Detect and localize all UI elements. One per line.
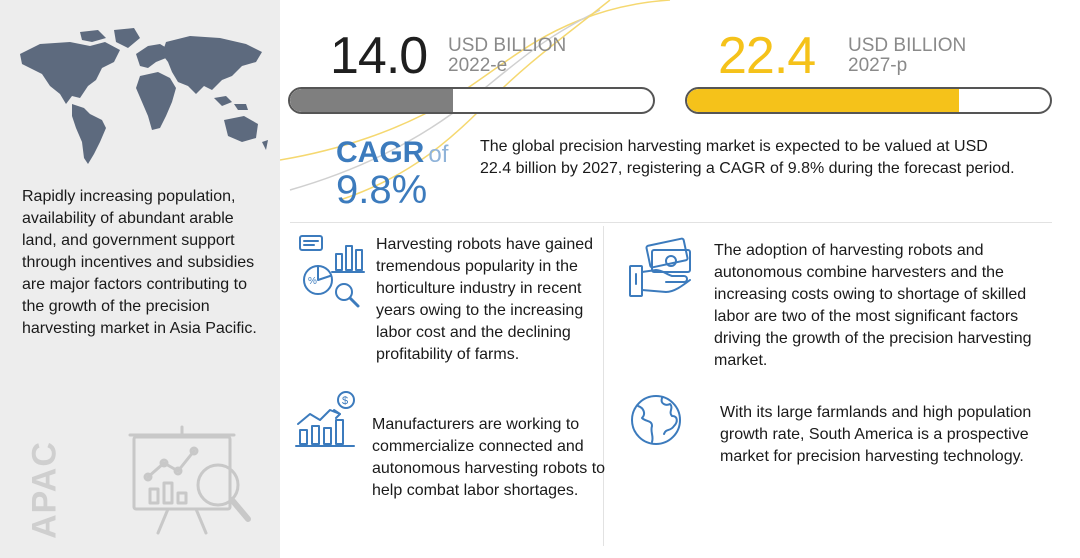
stat-2022-unit-block [448,36,566,76]
apac-label-container [20,441,70,539]
presentation-magnifier-icon [128,423,256,541]
stat-2022-progress-fill [290,89,453,112]
point-3-text: Manufacturers are working to commercialize connected and autonomous harvesting robots to help combat labor shortages. [372,416,606,499]
svg-text:$: $ [342,395,349,407]
horizontal-divider [290,222,1052,223]
svg-text:%: % [308,276,317,287]
apac-label: APAC [25,441,64,539]
stat-2027-progress-fill [687,89,959,112]
stat-2022-year: 2022-e [448,55,508,76]
stat-2022 [330,27,567,85]
growth-chart-icon [294,390,360,450]
globe-icon [628,392,684,448]
cagr-of: of [428,141,449,168]
stat-2027-progress-bar [685,87,1052,114]
analytics-icon [296,232,366,312]
left-panel [0,0,280,558]
apac-description: Rapidly increasing population, availability of abundant arable land, and government support through incentives and subsidies are major factors contributing to the growth of the precision harvesting market in Asia Pacific. [22,188,257,337]
world-map-icon [10,24,272,174]
cagr-description: The global precision harvesting market is expected to be valued at USD 22.4 billion by 2027, registering a CAGR of 9.8% during the forecast period. [480,138,1015,177]
cagr-value: 9.8% [336,168,428,212]
point-2-text: The adoption of harvesting robots and autonomous combine harvesters and the increasing costs owing to shortage of skilled labor are two of the most significant factors driving the growth of the precision harvesting market. [714,242,1032,369]
cagr-block [336,136,448,210]
stat-2027-unit: USD BILLION [848,35,967,56]
cagr-label: CAGR [336,136,425,169]
point-1-text: Harvesting robots have gained tremendous popularity in the horticulture industry in recent years owing to the increasing labor cost and the declining profitability of farms. [376,236,594,363]
point-4-text: With its large farmlands and high population growth rate, South America is a prospective market for precision harvesting technology. [720,404,1032,465]
stat-2022-value: 14.0 [330,27,428,85]
stat-2027-year: 2027-p [848,55,908,76]
stat-2022-progress-bar [288,87,655,114]
stat-2027-value: 22.4 [718,27,816,85]
cash-hand-icon [626,236,696,302]
stat-2022-unit: USD BILLION [448,35,567,56]
cagr-heading [336,136,448,170]
stat-2027-unit-block [848,36,966,76]
stat-2027 [718,27,967,85]
